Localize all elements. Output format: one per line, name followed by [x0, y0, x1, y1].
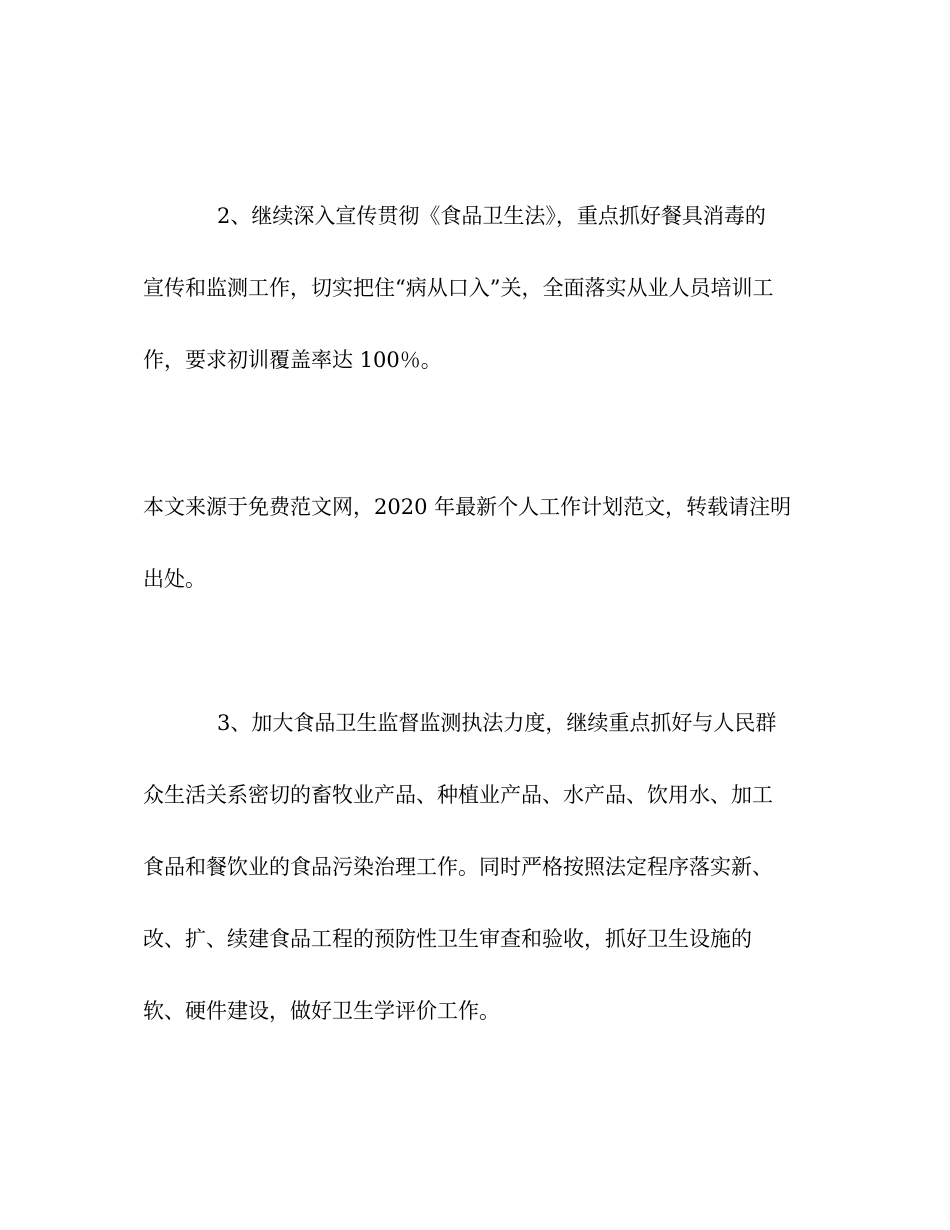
paragraph-line: 出处。	[143, 567, 206, 591]
paragraph-item-2	[143, 180, 805, 396]
paragraph-line: 众生活关系密切的畜牧业产品、种植业产品、水产品、饮用水、加工	[143, 783, 773, 807]
paragraph-line: 宣传和监测工作，切实把住“病从口入”关，全面落实从业人员培训工	[143, 276, 774, 300]
paragraph-line: 食品和餐饮业的食品污染治理工作。同时严格按照法定程序落实新、	[143, 855, 773, 879]
paragraph-line: 改、扩、续建食品工程的预防性卫生审查和验收，抓好卫生设施的	[143, 927, 752, 951]
paragraph-item-3	[143, 687, 805, 1047]
source-note-paragraph	[143, 471, 805, 615]
paragraph-line: 2、继续深入宣传贯彻《食品卫生法》，重点抓好餐具消毒的	[217, 204, 766, 228]
paragraph-line: 软、硬件建设，做好卫生学评价工作。	[143, 999, 500, 1023]
paragraph-line: 本文来源于免费范文网，2020 年最新个人工作计划范文，转载请注明	[143, 495, 792, 519]
paragraph-line: 作，要求初训覆盖率达 100％。	[143, 348, 442, 372]
paragraph-line: 3、加大食品卫生监督监测执法力度，继续重点抓好与人民群	[217, 711, 777, 735]
